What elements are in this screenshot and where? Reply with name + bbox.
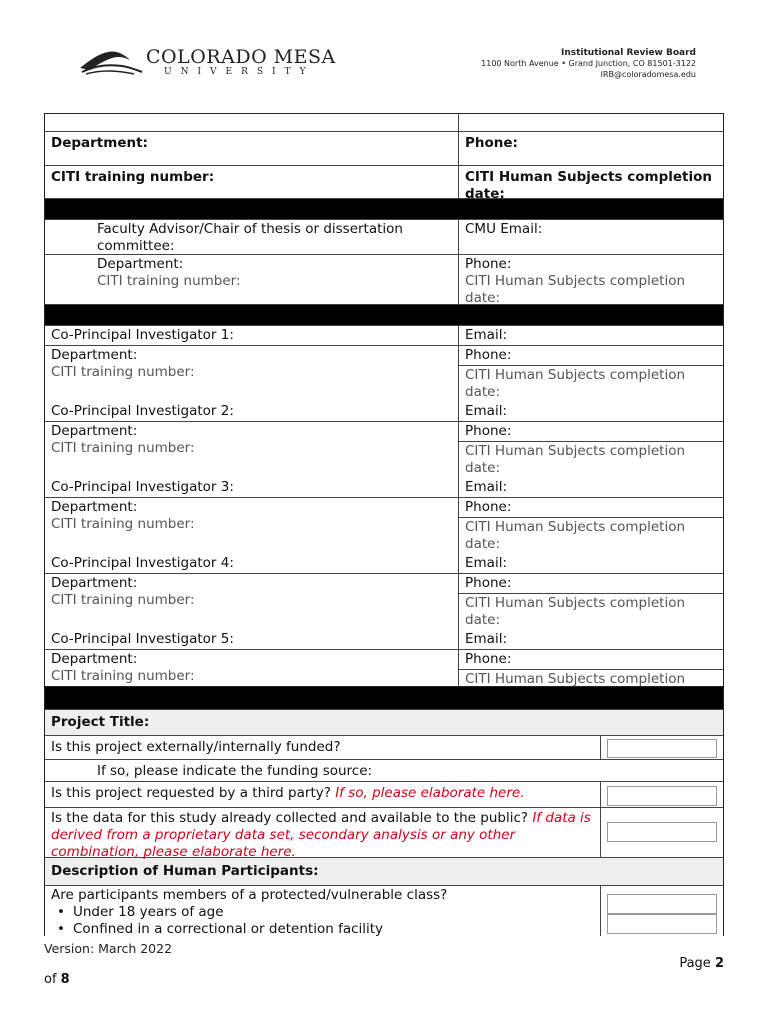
logo-subtitle: UNIVERSITY — [164, 67, 315, 77]
co-pi-1-row — [45, 326, 723, 346]
project-title-field[interactable]: Project Title: — [51, 714, 150, 730]
co-pi-3-citi-number-field[interactable]: CITI training number: — [51, 516, 195, 532]
co-pi-5-email-field[interactable]: Email: — [465, 631, 508, 647]
advisor-phone-field[interactable]: Phone: — [465, 256, 512, 272]
co-pi-3-email-field[interactable]: Email: — [465, 479, 508, 495]
co-pi-3-name-field[interactable]: Co-Principal Investigator 3: — [45, 478, 459, 497]
co-pi-2-name-field[interactable]: Co-Principal Investigator 2: — [45, 402, 459, 421]
co-pi-1-phone-field[interactable]: Phone: — [459, 346, 723, 366]
vulnerable-answer-box[interactable] — [607, 894, 717, 914]
funded-question: Is this project externally/internally funded? — [51, 739, 341, 755]
co-pi-3-department-field[interactable]: Department: — [51, 499, 138, 515]
co-pi-4-name-field[interactable]: Co-Principal Investigator 4: — [45, 554, 459, 573]
co-pi-5-department-field[interactable]: Department: — [51, 651, 138, 667]
pi-citi-row — [45, 166, 723, 202]
participants-header-row — [45, 858, 723, 886]
co-pi-3-citi-completion-field[interactable]: CITI Human Subjects completion date: — [465, 519, 686, 552]
co-pi-2-department-field[interactable]: Department: — [51, 423, 138, 439]
vulnerable-row — [45, 886, 723, 936]
advisor-details-row — [45, 255, 723, 305]
university-logo — [78, 44, 336, 80]
table-top-row — [45, 114, 723, 132]
co-pi-block-3 — [45, 478, 723, 554]
vulnerable-answer-box-2[interactable] — [607, 914, 717, 934]
data-collected-hint[interactable]: If data is derived from a proprietary data set, secondary analysis or any other combination, please elaborate here. — [51, 810, 591, 860]
co-pi-2-phone-field[interactable]: Phone: — [459, 422, 723, 442]
pi-phone-field[interactable]: Phone: — [465, 135, 518, 151]
page-total-number: 8 — [60, 972, 70, 987]
org-email: IRB@coloradomesa.edu — [600, 70, 696, 79]
co-pi-5-citi-completion-field[interactable]: CITI Human Subjects completion — [465, 671, 686, 687]
advisor-email-field[interactable]: CMU Email: — [465, 221, 543, 237]
co-pi-block-4 — [45, 554, 723, 630]
co-pi-5-phone-field[interactable]: Phone: — [459, 650, 723, 670]
co-pi-2-email-field[interactable]: Email: — [465, 403, 508, 419]
advisor-citi-completion-field[interactable]: CITI Human Subjects completion date: — [465, 273, 686, 306]
funded-answer-box[interactable] — [607, 739, 717, 758]
logo-name: COLORADO MESA — [146, 46, 336, 68]
data-collected-answer-box[interactable] — [607, 822, 717, 842]
section-bar-co-pi — [45, 305, 723, 326]
participants-header: Description of Human Participants: — [51, 863, 319, 879]
co-pi-4-phone-field[interactable]: Phone: — [459, 574, 723, 594]
co-pi-2-citi-completion-field[interactable]: CITI Human Subjects completion date: — [465, 443, 686, 476]
co-pi-1-citi-number-field[interactable]: CITI training number: — [51, 364, 195, 380]
co-pi-3-phone-field[interactable]: Phone: — [459, 498, 723, 518]
co-pi-1-department-field[interactable]: Department: — [51, 347, 138, 363]
vulnerable-question: Are participants members of a protected/vulnerable class? — [51, 887, 448, 903]
co-pi-4-citi-completion-field[interactable]: CITI Human Subjects completion date: — [465, 595, 686, 628]
co-pi-5-name-field[interactable]: Co-Principal Investigator 5: — [45, 630, 459, 649]
org-address: 1100 North Avenue • Grand Junction, CO 81501-3122 — [481, 59, 696, 68]
co-pi-1-email-field[interactable]: Email: — [465, 327, 508, 343]
advisor-department-field[interactable]: Department: — [97, 256, 184, 272]
co-pi-1-citi-completion-field[interactable]: CITI Human Subjects completion date: — [465, 367, 686, 400]
co-pi-2-citi-number-field[interactable]: CITI training number: — [51, 440, 195, 456]
funding-source-row — [45, 760, 723, 782]
page-label: Page — [679, 956, 711, 971]
co-pi-block-1 — [45, 326, 723, 402]
advisor-citi-number-field[interactable]: CITI training number: — [97, 273, 241, 289]
org-title: Institutional Review Board — [560, 48, 696, 58]
irb-contact-block — [481, 48, 696, 80]
co-pi-4-email-field[interactable]: Email: — [465, 555, 508, 571]
investigators-table — [44, 113, 724, 707]
project-table — [44, 686, 724, 936]
section-bar-advisor — [45, 199, 723, 220]
third-party-answer-box[interactable] — [607, 786, 717, 806]
co-pi-4-department-field[interactable]: Department: — [51, 575, 138, 591]
third-party-row — [45, 782, 723, 808]
data-collected-row — [45, 808, 723, 858]
co-pi-4-citi-number-field[interactable]: CITI training number: — [51, 592, 195, 608]
pi-department-row — [45, 132, 723, 166]
advisor-name-field[interactable]: Faculty Advisor/Chair of thesis or dissertation committee: — [45, 220, 459, 254]
advisor-row — [45, 220, 723, 255]
pi-department-field[interactable]: Department: — [45, 132, 459, 165]
page-number — [679, 956, 724, 971]
pi-citi-completion-field[interactable]: CITI Human Subjects completion date: — [465, 169, 712, 202]
project-title-row — [45, 710, 723, 736]
mountain-logo-icon — [78, 46, 144, 76]
vulnerable-item-under-18: • Under 18 years of age — [51, 904, 594, 921]
section-bar-project — [45, 687, 723, 710]
co-pi-block-2 — [45, 402, 723, 478]
third-party-question: Is this project requested by a third party? — [51, 785, 331, 801]
data-collected-question: Is the data for this study already collected and available to the public? — [51, 810, 529, 826]
funding-source-field[interactable]: If so, please indicate the funding source: — [97, 763, 373, 779]
page-total — [44, 972, 70, 987]
pi-citi-number-field[interactable]: CITI training number: — [45, 166, 459, 198]
vulnerable-item-confined: • Confined in a correctional or detention facility — [51, 921, 594, 936]
page-current: 2 — [714, 956, 724, 971]
third-party-hint[interactable]: If so, please elaborate here. — [335, 785, 525, 801]
funded-row — [45, 736, 723, 760]
version-label: Version: March 2022 — [44, 941, 173, 956]
co-pi-1-name-field[interactable]: Co-Principal Investigator 1: — [45, 326, 459, 345]
of-label: of — [44, 972, 57, 987]
co-pi-5-citi-number-field[interactable]: CITI training number: — [51, 668, 195, 684]
